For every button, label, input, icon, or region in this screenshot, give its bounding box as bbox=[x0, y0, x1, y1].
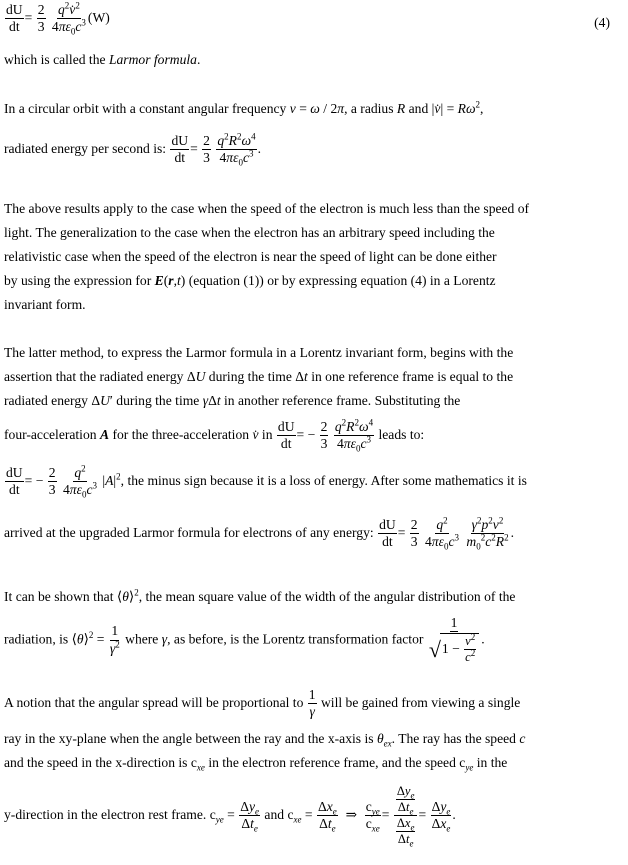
text-line: assertion that the radiated energy ΔU during the time Δt in one reference frame is equal to the bbox=[4, 369, 514, 384]
text-line: arrived at the upgraded Larmor formula for electrons of any energy: $\frac{dU}{dt}$ = $\frac{2}{3}$ $\frac{q^2}{4\pi\varepsilon_0c^3}$ $\frac{\gamma^2p^2\nu^2}{m_0^2c^2R^2}$ . bbox=[4, 515, 514, 552]
text-line: invariant form. bbox=[4, 297, 86, 312]
text-line: relativistic case when the speed of the electron is near the speed of light can be done either bbox=[4, 249, 497, 264]
equation-4: $\frac{dU}{dt}$ = $\frac{2}{3}$ $\frac{q^2v̇^2}{4\pi\varepsilon_0c^3}$ (W) bbox=[6, 0, 110, 37]
equation-number: (4) bbox=[594, 15, 610, 30]
text-line: The latter method, to express the Larmor formula in a Lorentz invariant form, begins with the bbox=[4, 345, 514, 360]
text-line: radiation, is ⟨θ⟩$^2$ = $\frac{1}{\gamma^2}$ where γ, as before, is the Lorentz transformation factor 1 √1 − $\frac{\nu^2}{c^2}$ . bbox=[4, 615, 485, 665]
text-line: The above results apply to the case when the speed of the electron is much less than the speed of bbox=[4, 201, 530, 216]
text-line: and the speed in the x-direction is $c_{xe}$ in the electron reference frame, and the speed $c_{ye}$ in the bbox=[4, 755, 508, 773]
text-line: y-direction in the electron rest frame. $c_{ye}$ = $\frac{\Delta y_e}{\Delta t_e}$ and $c_{xe}$ = $\frac{\Delta x_e}{\Delta t_e}$ ⇒ $\frac{c_{ye}}{c_{xe}}$ = $\frac{\frac{\Delta y_e}{\Delta t_e}}{\frac{\Delta x_e}{\Delta t_e}}$ = $\frac{\Delta y_e}{\Delta x_e}$ . bbox=[4, 784, 456, 849]
text-line: light. The generalization to the case when the electron has an arbitrary speed including the bbox=[4, 225, 495, 240]
text-line: four-acceleration A for the three-acceleration v̇ in $\frac{dU}{dt}$ = − $\frac{2}{3}$ $\frac{q^2R^2\omega^4}{4\pi\varepsilon_0c^3}$ leads to: bbox=[4, 417, 425, 454]
text-line: $\frac{dU}{dt}$ = − $\frac{2}{3}$ $\frac{q^2}{4\pi\varepsilon_0c^3}$ $|A|^2$, the minus sign because it is a loss of energy. After some mathematics it is bbox=[6, 463, 527, 500]
text-line: radiated energy per second is: $\frac{dU}{dt}$ = $\frac{2}{3}$ $\frac{q^2R^2\omega^4}{4\pi\varepsilon_0c^3}$ . bbox=[4, 131, 261, 168]
text-line: by using the expression for E(r,t) (equation (1)) or by expressing equation (4) in a Lorentz bbox=[4, 273, 496, 288]
text-line: In a circular orbit with a constant angular frequency ν = ω / 2π, a radius R and |v̇| = $R\omega^2$, bbox=[4, 99, 484, 116]
text-line: A notion that the angular spread will be proportional to $\frac{1}{\gamma}$ will be gained from viewing a single bbox=[4, 687, 521, 720]
text-line: ray in the xy-plane when the angle between the ray and the x-axis is $\theta_{ex}$. The ray has the speed c bbox=[4, 731, 526, 749]
text-line: which is called the Larmor formula. bbox=[4, 52, 201, 67]
text-line: It can be shown that ⟨θ⟩$^2$, the mean square value of the width of the angular distribution of the bbox=[4, 587, 516, 604]
text-line: radiated energy ΔU′ during the time γΔt in another reference frame. Substituting the bbox=[4, 393, 461, 408]
